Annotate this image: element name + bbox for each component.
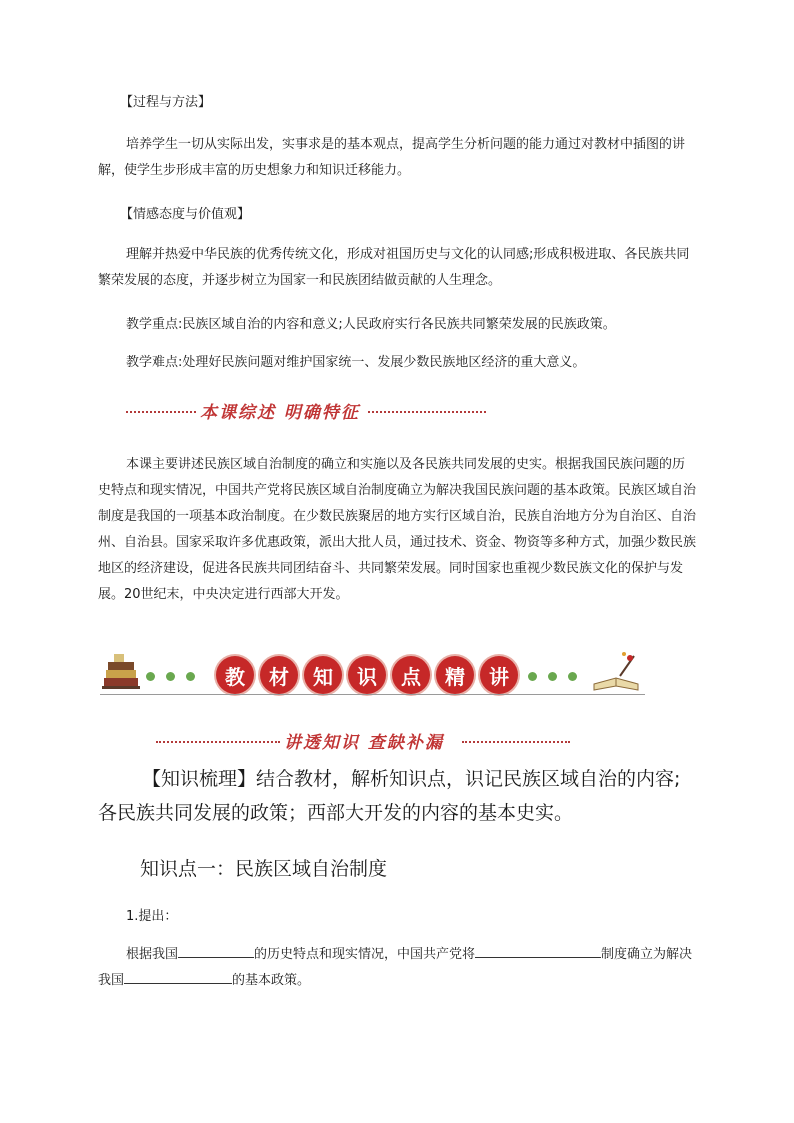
key-point: 教学重点:民族区域自治的内容和意义;人民政府实行各民族共同繁荣发展的民族政策。 [126, 317, 616, 332]
green-dot [146, 672, 155, 681]
item-1-label: 1.提出： [126, 909, 178, 924]
knowledge-intro: 【知识梳理】结合教材，解析知识点，识记民族区域自治的内容;各民族共同发展的政策；西部大开发的内容的基本史实。 [98, 768, 681, 824]
green-dot [186, 672, 195, 681]
green-dot [548, 672, 557, 681]
knowledge-subtitle: 讲透知识 查缺补漏 [284, 733, 444, 753]
banner-char: 材 [260, 656, 298, 694]
emotion-values-heading: 【情感态度与价值观】 [120, 207, 251, 222]
dotted-divider-right [368, 411, 486, 413]
green-dot [568, 672, 577, 681]
banner-underline [100, 694, 645, 695]
fill-text-1: 根据我国 [126, 947, 179, 962]
fill-text-3: 制度确立为解决我国 [98, 947, 693, 988]
dotted-divider-left [156, 741, 280, 743]
books-icon [100, 652, 142, 696]
fill-text-2: 的历史特点和现实情况，中国共产党将 [254, 947, 476, 962]
fill-in-sentence [98, 942, 696, 994]
blank-field-1[interactable] [178, 943, 254, 958]
difficult-point: 教学难点:处理好民族问题对维护国家统一、发展少数民族地区经济的重大意义。 [126, 355, 586, 370]
green-dot [166, 672, 175, 681]
emotion-values-text: 理解并热爱中华民族的优秀传统文化，形成对祖国历史与文化的认同感;形成积极进取、各民族共同繁荣发展的态度，并逐步树立为国家一和民族团结做贡献的人生理念。 [98, 247, 690, 288]
open-book-icon [590, 650, 642, 694]
banner-char: 点 [392, 656, 430, 694]
banner-char: 知 [304, 656, 342, 694]
dotted-divider-right [462, 741, 570, 743]
banner-char: 识 [348, 656, 386, 694]
knowledge-banner [100, 650, 645, 698]
green-dot [528, 672, 537, 681]
banner-char: 教 [216, 656, 254, 694]
banner-char: 讲 [480, 656, 518, 694]
overview-banner-title: 本课综述 明确特征 [200, 403, 360, 423]
process-method-text: 培养学生一切从实际出发，实事求是的基本观点，提高学生分析问题的能力通过对教材中插图的讲解，使学生步形成丰富的历史想象力和知识迁移能力。 [98, 137, 686, 178]
blank-field-2[interactable] [475, 943, 601, 958]
fill-text-4: 的基本政策。 [232, 973, 311, 988]
knowledge-point-title: 知识点一：民族区域自治制度 [140, 858, 388, 880]
overview-text: 本课主要讲述民族区域自治制度的确立和实施以及各民族共同发展的史实。根据我国民族问题的历史特点和现实情况，中国共产党将民族区域自治制度确立为解决我国民族问题的基本政策。民族区域自治制度是我国的一项基本政治制度。在少数民族聚居的地方实行区域自治，民族自治地方分为自治区、自治州、自治县。国家采取许多优惠政策，派出大批人员，通过技术、资金、物资等多种方式，加强少数民族地区的经济建设，促进各民族共同团结奋斗、共同繁荣发展。同时国家也重视少数民族文化的保护与发展。20世纪末，中央决定进行西部大开发。 [98, 457, 697, 602]
dotted-divider-left [126, 411, 196, 413]
banner-char: 精 [436, 656, 474, 694]
process-method-heading: 【过程与方法】 [120, 95, 212, 110]
blank-field-3[interactable] [124, 969, 232, 984]
